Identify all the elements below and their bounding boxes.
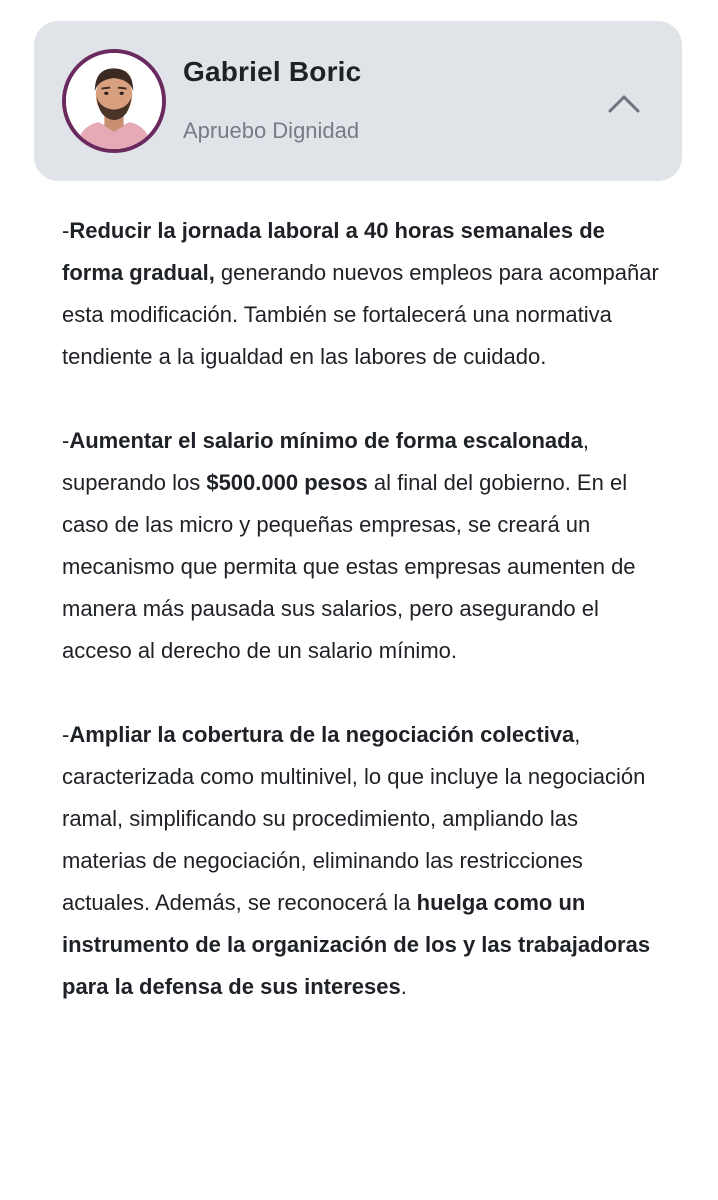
proposal-wage-amount: $500.000 pesos xyxy=(206,470,368,495)
proposal-headline: Aumentar el salario mínimo de forma escalonada xyxy=(69,428,583,453)
chevron-up-icon xyxy=(602,85,646,121)
candidate-party: Apruebo Dignidad xyxy=(183,118,360,143)
collapse-button[interactable] xyxy=(602,85,646,121)
proposal-working-hours xyxy=(62,210,662,378)
candidate-name: Gabriel Boric xyxy=(183,56,362,87)
proposal-dash: - xyxy=(62,218,70,243)
proposal-headline: Ampliar la cobertura de la negociación colectiva xyxy=(69,722,575,747)
proposal-dash: - xyxy=(62,722,70,747)
proposal-strike-text: huelga como un instrumento de la organización de los y las trabajadoras para la defensa de sus intereses xyxy=(62,890,651,999)
proposal-headline: Reducir la jornada laboral a 40 horas semanales de forma gradual, xyxy=(62,218,605,285)
proposal-collective-bargaining xyxy=(62,714,662,1008)
candidate-avatar xyxy=(62,49,166,153)
proposal-period: . xyxy=(400,974,407,999)
proposals-content xyxy=(62,210,662,1008)
candidate-photo-icon xyxy=(66,53,162,149)
proposal-text: , superando los xyxy=(62,428,589,495)
proposal-dash: - xyxy=(62,428,70,453)
proposal-text: , caracterizada como multinivel, lo que incluye la negociación ramal, simplificando su procedimiento, ampliando las materias de negociación, eliminando las restricciones actuales. Además, se reconocerá la xyxy=(62,722,646,915)
proposal-text: generando nuevos empleos para acompañar esta modificación. También se fortalecerá una normativa tendiente a la igualdad en las labores de cuidado. xyxy=(62,260,659,369)
proposal-minimum-wage xyxy=(62,420,662,672)
candidate-header[interactable] xyxy=(34,21,682,181)
proposal-text: al final del gobierno. En el caso de las micro y pequeñas empresas, se creará un mecanismo que permita que estas empresas aumenten de manera más pausada sus salarios, pero asegurando el acceso al derecho de un salario mínimo. xyxy=(62,470,636,663)
